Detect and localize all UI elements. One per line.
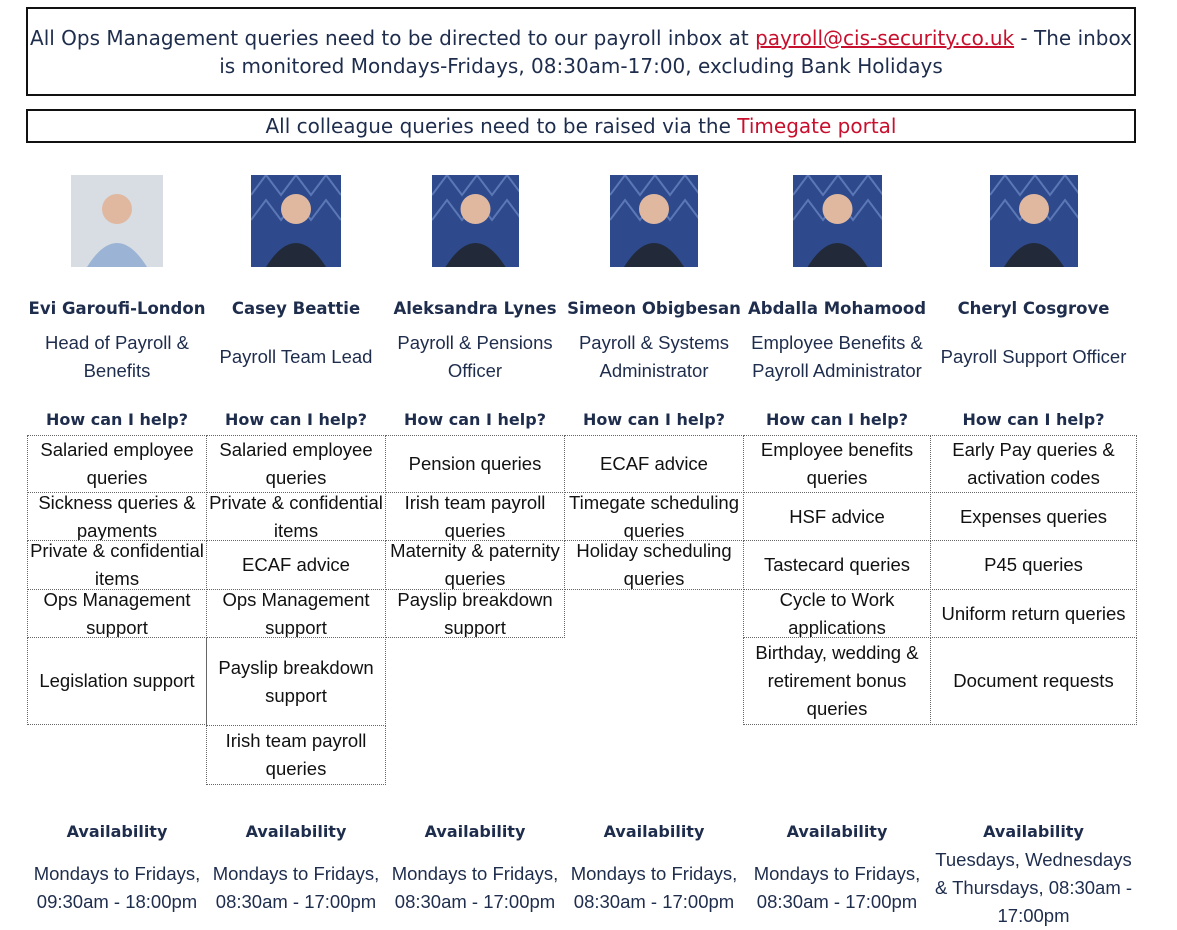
team-member-column (385, 175, 565, 912)
help-list (743, 436, 931, 725)
availability-heading: Availability (245, 822, 347, 841)
help-item: ECAF advice (206, 540, 386, 590)
member-role: Employee Benefits & Payroll Administrator (751, 332, 923, 381)
help-heading: How can I help? (46, 410, 188, 429)
help-item: Holiday scheduling queries (564, 540, 744, 590)
person-photo-icon (990, 175, 1078, 267)
person-photo-icon (251, 175, 341, 267)
availability-text: Tuesdays, Wednesdays & Thursdays, 08:30am - 17:00pm (934, 849, 1133, 926)
member-role: Payroll Support Officer (940, 346, 1127, 367)
help-item: Private & confidential items (27, 540, 207, 590)
timegate-portal-link[interactable]: Timegate portal (737, 114, 897, 138)
help-item: Ops Management support (206, 589, 386, 638)
member-name: Abdalla Mohamood (747, 299, 927, 318)
availability-heading: Availability (603, 822, 705, 841)
help-item: Payslip breakdown support (385, 589, 565, 638)
member-role: Head of Payroll & Benefits (45, 332, 189, 381)
availability-text: Mondays to Fridays, 08:30am - 17:00pm (753, 863, 921, 912)
help-item: Early Pay queries & activation codes (930, 435, 1137, 493)
help-item: Timegate scheduling queries (564, 492, 744, 541)
help-item: Payslip breakdown support (206, 637, 386, 726)
availability-heading: Availability (424, 822, 526, 841)
member-name: Evi Garoufi-London (28, 299, 206, 318)
help-item: Ops Management support (27, 589, 207, 638)
help-item: Sickness queries & payments (27, 492, 207, 541)
help-list (206, 436, 386, 785)
help-item: Expenses queries (930, 492, 1137, 541)
help-heading: How can I help? (766, 410, 908, 429)
member-name: Aleksandra Lynes (393, 299, 557, 318)
help-list (27, 436, 207, 725)
team-member-column (564, 175, 744, 912)
person-photo-icon (610, 175, 698, 267)
person-photo-icon (432, 175, 519, 267)
colleague-queries-banner (26, 109, 1136, 143)
availability-text: Mondays to Fridays, 09:30am - 18:00pm (33, 863, 201, 912)
team-member-column (743, 175, 931, 912)
person-photo-icon (71, 175, 163, 267)
help-heading: How can I help? (404, 410, 546, 429)
portal-text-before: All colleague queries need to be raised via the (265, 114, 738, 138)
help-item: Tastecard queries (743, 540, 931, 590)
help-item: Salaried employee queries (206, 435, 386, 493)
help-heading: How can I help? (583, 410, 725, 429)
help-item: Document requests (930, 637, 1137, 725)
help-item: Birthday, wedding & retirement bonus queries (743, 637, 931, 725)
help-item: Irish team payroll queries (206, 725, 386, 785)
availability-text: Mondays to Fridays, 08:30am - 17:00pm (391, 863, 559, 912)
team-member-column (27, 175, 207, 912)
team-member-column (206, 175, 386, 912)
member-role: Payroll & Systems Administrator (578, 332, 730, 381)
help-list (564, 436, 744, 590)
help-item: P45 queries (930, 540, 1137, 590)
help-item: Cycle to Work applications (743, 589, 931, 638)
payroll-email-link[interactable]: payroll@cis-security.co.uk (755, 26, 1015, 50)
availability-text: Mondays to Fridays, 08:30am - 17:00pm (570, 863, 738, 912)
help-item: Uniform return queries (930, 589, 1137, 638)
help-item: Irish team payroll queries (385, 492, 565, 541)
help-item: Maternity & paternity queries (385, 540, 565, 590)
person-photo-icon (793, 175, 882, 267)
member-role: Payroll Team Lead (219, 346, 373, 367)
help-list (930, 436, 1137, 725)
banner-text-after: - The inbox is monitored Mondays-Fridays, 08:30am-17:00, excluding Bank Holidays (219, 26, 1132, 78)
help-heading: How can I help? (225, 410, 367, 429)
availability-heading: Availability (983, 822, 1084, 841)
member-name: Cheryl Cosgrove (957, 299, 1110, 318)
help-item: Pension queries (385, 435, 565, 493)
availability-text: Mondays to Fridays, 08:30am - 17:00pm (212, 863, 380, 912)
help-item: Private & confidential items (206, 492, 386, 541)
availability-heading: Availability (66, 822, 168, 841)
help-item: HSF advice (743, 492, 931, 541)
member-name: Casey Beattie (231, 299, 361, 318)
banner-text-before: All Ops Management queries need to be directed to our payroll inbox at (30, 26, 756, 50)
help-heading: How can I help? (962, 410, 1105, 429)
help-item: Salaried employee queries (27, 435, 207, 493)
payroll-inbox-banner (26, 7, 1136, 96)
availability-heading: Availability (786, 822, 888, 841)
team-member-column (930, 175, 1137, 926)
member-role: Payroll & Pensions Officer (397, 332, 553, 381)
help-item: Legislation support (27, 637, 207, 725)
help-item: Employee benefits queries (743, 435, 931, 493)
member-name: Simeon Obigbesan (567, 299, 741, 318)
help-list (385, 436, 565, 638)
help-item: ECAF advice (564, 435, 744, 493)
